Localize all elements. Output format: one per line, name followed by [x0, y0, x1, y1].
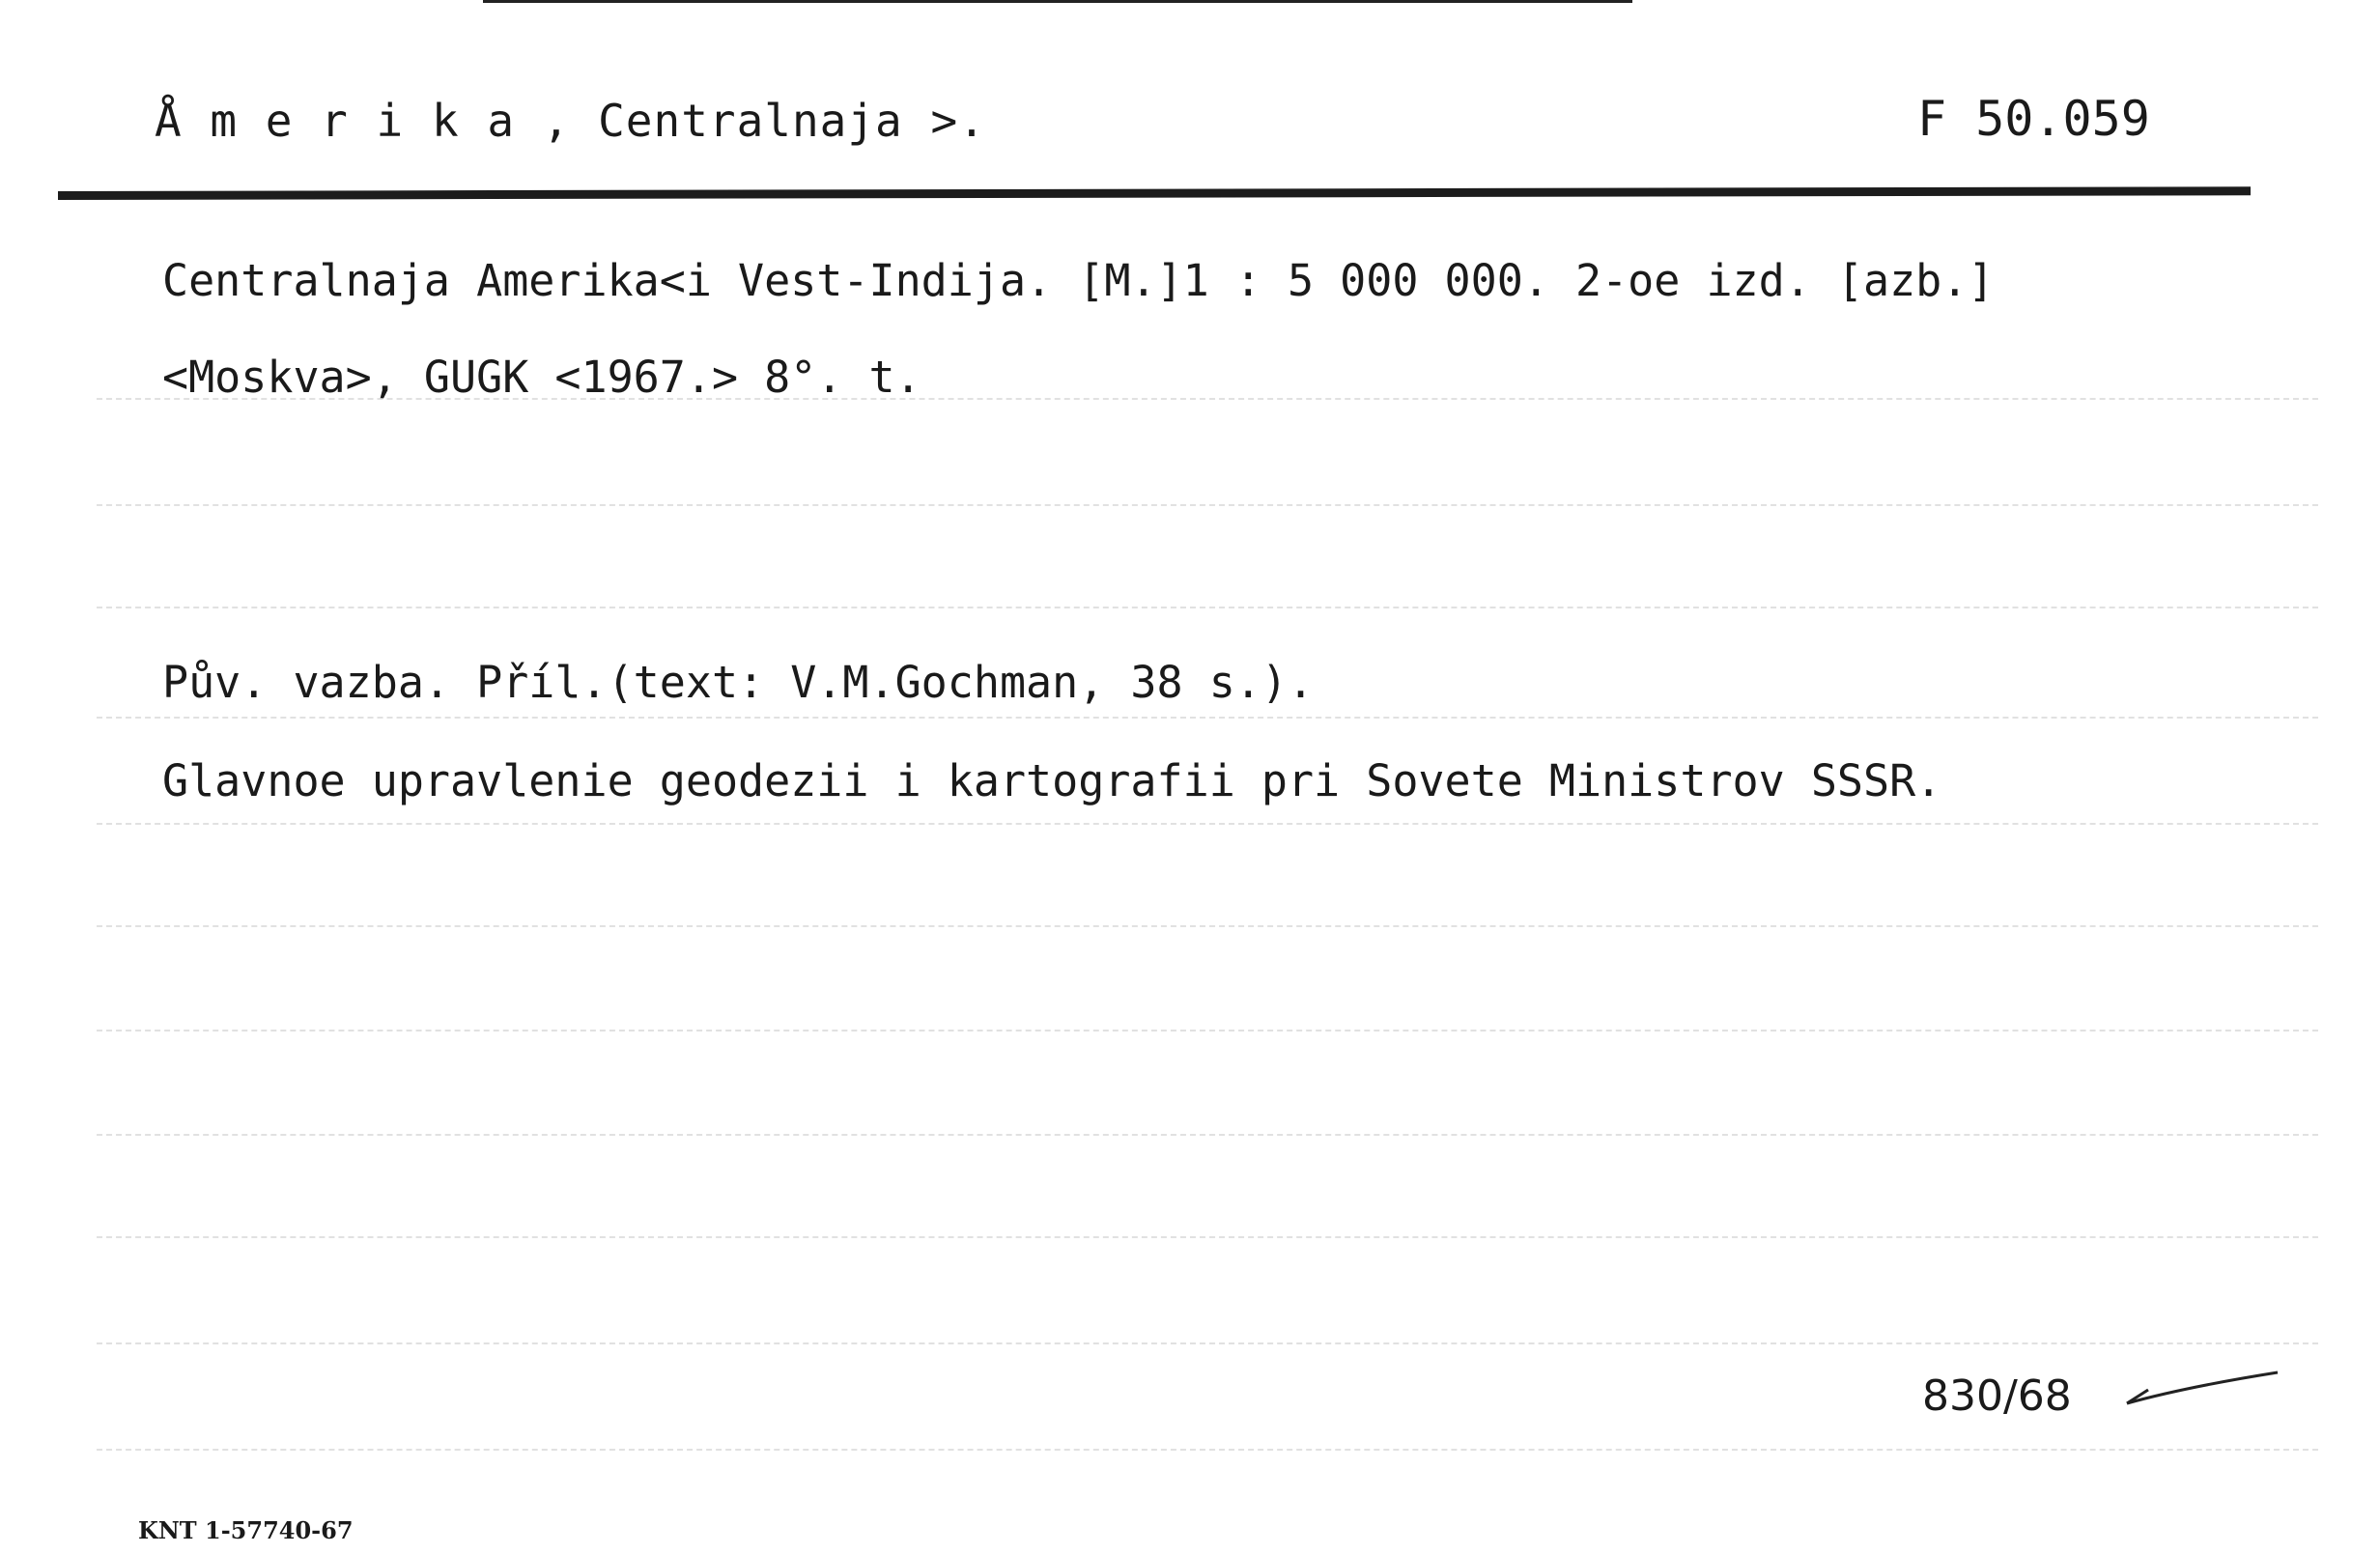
- publisher-line: Glavnoe upravlenie geodezii i kartografii pri Sovete Ministrov SSSR.: [162, 755, 1942, 806]
- faint-rule: [97, 504, 2318, 506]
- heading-divider: [58, 186, 2251, 200]
- accession-number: 830/68: [1922, 1371, 2072, 1421]
- faint-rule: [97, 1342, 2318, 1344]
- top-rule: [483, 0, 1632, 3]
- handwritten-arrow-icon: [2125, 1357, 2280, 1425]
- call-number: F 50.059: [1917, 91, 2150, 147]
- faint-rule: [97, 398, 2318, 400]
- faint-rule: [97, 1449, 2318, 1451]
- faint-rule: [97, 925, 2318, 927]
- card-heading: Å m e r i k a , Centralnaja >.: [155, 95, 986, 147]
- card-footer: KNT 1-57740-67: [138, 1516, 354, 1544]
- faint-rule: [97, 717, 2318, 719]
- note-line: Pův. vazba. Příl.(text: V.M.Gochman, 38 s.).: [162, 657, 1315, 708]
- title-line: Centralnaja Amerika<i Vest-Indija. [M.]1 : 5 000 000. 2-oe izd. [azb.]: [162, 255, 1995, 306]
- faint-rule: [97, 1030, 2318, 1031]
- faint-rule: [97, 823, 2318, 825]
- imprint-line: <Moskva>, GUGK <1967.> 8°. t.: [162, 352, 921, 403]
- faint-rule: [97, 607, 2318, 608]
- faint-rule: [97, 1236, 2318, 1238]
- faint-rule: [97, 1134, 2318, 1136]
